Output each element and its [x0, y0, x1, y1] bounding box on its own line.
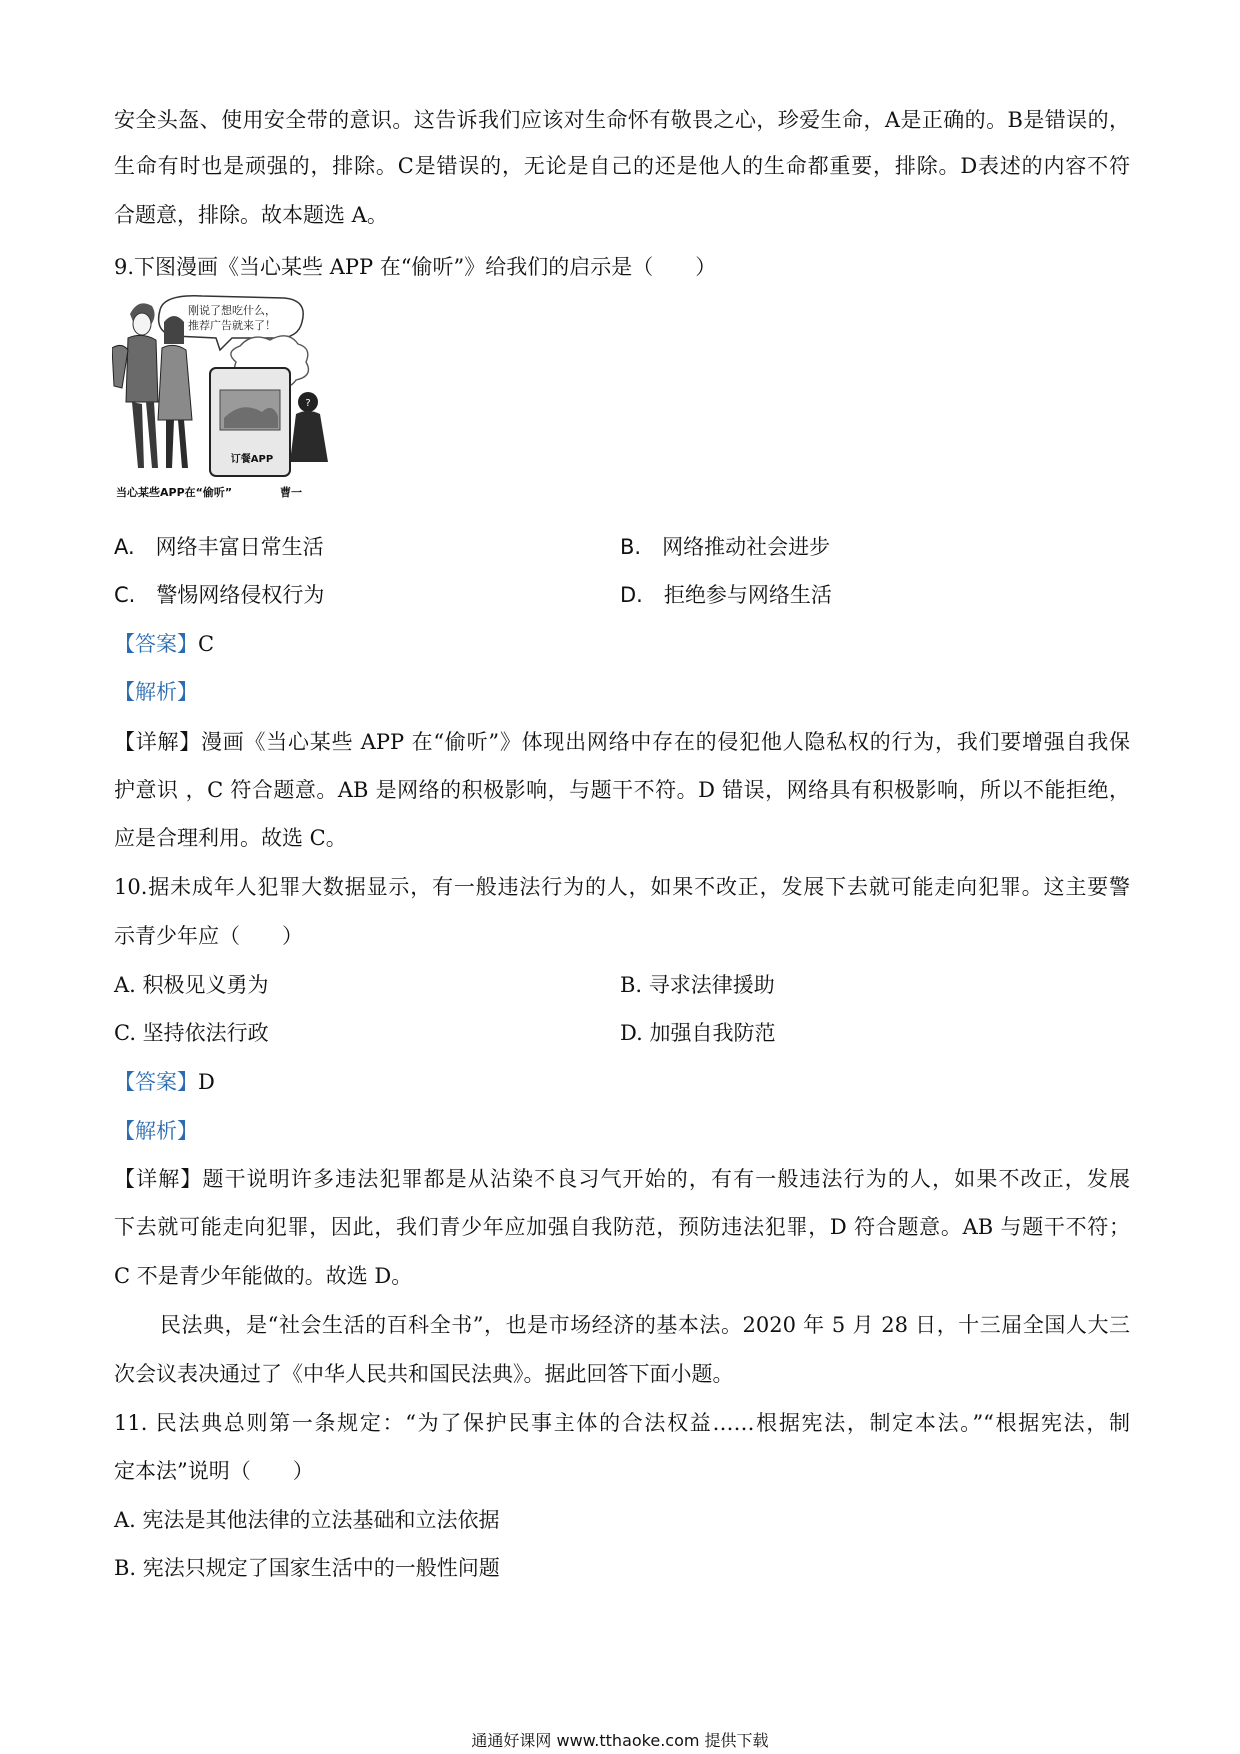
material-line-1: 民法典，是“社会生活的百科全书”，也是市场经济的基本法。2020 年 5 月 28 日，十三届全国人大三 — [160, 1313, 1130, 1337]
q10-detail-line-2: 下去就可能走向犯罪，因此，我们青少年应加强自我防范，预防违法犯罪，D 符合题意。AB 与题干不符； — [114, 1215, 1130, 1239]
q11-option-b: B. 宪法只规定了国家生活中的一般性问题 — [114, 1556, 500, 1580]
q10-detail-line-3: C 不是青少年能做的。故选 D。 — [114, 1264, 413, 1288]
prev-explanation-line-3: 合题意，排除。故本题选 A。 — [114, 203, 388, 227]
q10-analysis-tag: 【解析】 — [114, 1119, 198, 1143]
prev-explanation-line-1: 安全头盔、使用安全带的意识。这告诉我们应该对生命怀有敬畏之心，珍爱生命，A是正确的。B是错误的， — [114, 108, 1130, 132]
q10-stem-line-1: 10.据未成年人犯罪大数据显示，有一般违法行为的人，如果不改正，发展下去就可能走向犯罪。这主要警 — [114, 875, 1130, 899]
q9-detail-line-1 — [114, 727, 1130, 757]
cartoon-caption: 当心某些APP在“偷听” — [116, 486, 233, 499]
material-line-2: 次会议表决通过了《中华人民共和国民法典》。据此回答下面小题。 — [114, 1362, 734, 1386]
cartoon-speech-line-1: 刚说了想吃什么， — [188, 304, 276, 317]
detail-text: 题干说明许多违法犯罪都是从沾染不良习气开始的，有有一般违法行为的人，如果不改正，发展 — [202, 1167, 1131, 1191]
q9-option-d: D. 拒绝参与网络生活 — [620, 583, 832, 607]
q10-answer — [114, 1067, 1130, 1097]
q9-answer — [114, 629, 1130, 659]
detail-tag: 【详解】 — [114, 1167, 203, 1191]
q11-option-a: A. 宪法是其他法律的立法基础和立法依据 — [114, 1508, 500, 1532]
cartoon-app-label: 订餐APP — [230, 454, 274, 465]
q9-option-c: C. 警惕网络侵权行为 — [114, 583, 325, 607]
q11-stem-line-2: 定本法”说明（ ） — [114, 1459, 314, 1483]
q10-detail-line-1 — [114, 1164, 1130, 1194]
q10-option-d: D. 加强自我防范 — [620, 1021, 776, 1045]
answer-value: C — [198, 632, 215, 656]
cartoon-author: 曹一 — [280, 486, 302, 499]
detail-tag: 【详解】 — [114, 730, 202, 754]
answer-tag: 【答案】 — [114, 632, 198, 656]
q10-stem-line-2: 示青少年应（ ） — [114, 924, 303, 948]
q11-stem-line-1: 11. 民法典总则第一条规定：“为了保护民事主体的合法权益……根据宪法，制定本法。”“根据宪法，制 — [114, 1411, 1130, 1435]
q10-option-c: C. 坚持依法行政 — [114, 1021, 269, 1045]
q9-analysis-tag: 【解析】 — [114, 680, 198, 704]
q9-detail-line-3: 应是合理利用。故选 C。 — [114, 826, 347, 850]
cartoon-speech-line-2: 推荐广告就来了！ — [188, 319, 276, 332]
q9-stem: 9.下图漫画《当心某些 APP 在“偷听”》给我们的启示是（ ） — [114, 255, 717, 279]
footer-watermark: 通通好课网 www.tthaoke.com 提供下载 — [471, 1731, 769, 1750]
q9-detail-line-2: 护意识 ，C 符合题意。AB 是网络的积极影响，与题干不符。D 错误，网络具有积极影响，所以不能拒绝， — [114, 778, 1130, 802]
svg-text:?: ? — [305, 398, 311, 409]
q9-cartoon-image — [112, 292, 344, 504]
answer-tag: 【答案】 — [114, 1070, 198, 1094]
q9-option-b: B. 网络推动社会进步 — [620, 535, 831, 559]
answer-value: D — [198, 1070, 215, 1094]
q10-option-a: A. 积极见义勇为 — [114, 973, 269, 997]
detail-text: 漫画《当心某些 APP 在“偷听”》体现出网络中存在的侵犯他人隐私权的行为，我们要增强自我保 — [201, 730, 1131, 754]
prev-explanation-line-2: 生命有时也是顽强的，排除。C是错误的，无论是自己的还是他人的生命都重要，排除。D表述的内容不符 — [114, 154, 1130, 178]
q9-option-a: A. 网络丰富日常生活 — [114, 535, 324, 559]
q10-option-b: B. 寻求法律援助 — [620, 973, 775, 997]
